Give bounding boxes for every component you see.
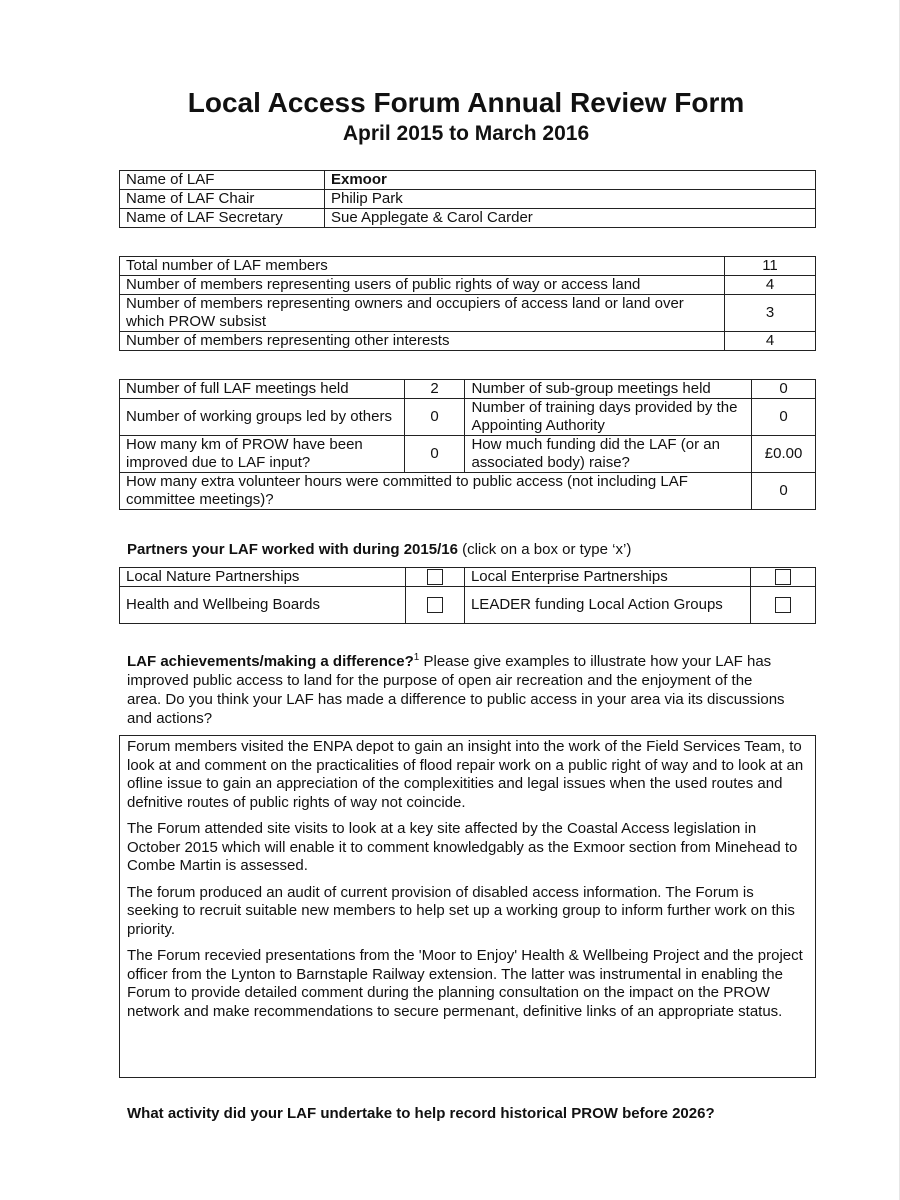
historical-prow-question: What activity did your LAF undertake to help record historical PROW before 2026? [127,1105,715,1122]
table-row [120,399,816,436]
table-row [120,587,816,624]
achievements-answer-box[interactable] [119,735,816,1078]
subgroup-meetings-label: Number of sub-group meetings held [465,380,752,399]
partner-label-lnp: Local Nature Partnerships [120,568,406,587]
achievements-instruction: Please give examples to illustrate how your LAF has improved public access to land for the purpose of open air recreation and the enjoyment of the area. Do you think your LAF has made a difference to public access in your area via its discussions and actions? [127,653,785,727]
table-row [120,436,816,473]
laf-details-table [119,170,816,228]
achievements-prompt [127,652,787,728]
checkbox-hwb[interactable] [427,597,443,613]
total-members-field[interactable]: 11 [725,257,816,276]
achievement-paragraph: The Forum recevied presentations from the 'Moor to Enjoy' Health & Wellbeing Project and the project officer from the Lynton to Barnstaple Railway extension. The latter was instrumental in enabling the Forum to provide detailed comment during the planning consultation on the impact on the PROW network and make recommendations to secure permenant, definitive links of an appropriate status. [127,947,803,1020]
table-row [120,276,816,295]
achievements-heading: LAF achievements/making a difference? [127,653,414,670]
funding-field[interactable]: £0.00 [752,436,816,473]
table-row [120,295,816,332]
table-row [120,473,816,510]
partners-heading-bold: Partners your LAF worked with during 2015/16 [127,541,458,558]
working-groups-label: Number of working groups led by others [120,399,405,436]
subgroup-meetings-field[interactable]: 0 [752,380,816,399]
partner-label-lep: Local Enterprise Partnerships [464,568,750,587]
checkbox-lnp[interactable] [427,569,443,585]
users-members-label: Number of members representing users of public rights of way or access land [120,276,725,295]
owners-members-field[interactable]: 3 [725,295,816,332]
prow-km-label: How many km of PROW have been improved due to LAF input? [120,436,405,473]
table-row [120,171,816,190]
page-subtitle: April 2015 to March 2016 [342,122,590,145]
activity-table [119,379,816,510]
working-groups-field[interactable]: 0 [404,399,465,436]
full-meetings-field[interactable]: 2 [404,380,465,399]
other-members-field[interactable]: 4 [725,332,816,351]
training-days-field[interactable]: 0 [752,399,816,436]
partner-checkbox-cell [750,568,815,587]
owners-members-label: Number of members representing owners and occupiers of access land or land over which PROW subsist [120,295,725,332]
partner-label-hwb: Health and Wellbeing Boards [120,587,406,624]
achievement-paragraph: Forum members visited the ENPA depot to gain an insight into the work of the Field Services Team, to look at and comment on the practicalities of flood repair work on a public right of way and to look at an ofline issue to gain an appreciation of the complexitities and legal issues when the used routes and defnitive routes of public rights of way not coincide. [127,738,804,811]
partners-heading [127,541,631,559]
page-title: Local Access Forum Annual Review Form [187,87,745,118]
achievement-paragraph: The forum produced an audit of current provision of disabled access information. The Forum is seeking to recruit suitable new members to help set up a working group to inform further work on this priority. [127,883,795,938]
laf-name-field[interactable]: Exmoor [325,171,816,190]
partner-label-leader: LEADER funding Local Action Groups [464,587,750,624]
partner-checkbox-cell [405,568,464,587]
full-meetings-label: Number of full LAF meetings held [120,380,405,399]
table-row [120,257,816,276]
table-row [120,190,816,209]
total-members-label: Total number of LAF members [120,257,725,276]
prow-km-field[interactable]: 0 [404,436,465,473]
table-row [120,209,816,228]
training-days-label: Number of training days provided by the Appointing Authority [465,399,752,436]
laf-chair-field[interactable]: Philip Park [325,190,816,209]
partner-checkbox-cell [750,587,815,624]
funding-label: How much funding did the LAF (or an associated body) raise? [465,436,752,473]
partners-table [119,567,816,624]
membership-table [119,256,816,351]
partners-heading-instruction: (click on a box or type ‘x’) [457,541,632,558]
table-row [120,380,816,399]
footnote-marker: 1 [413,652,420,663]
volunteer-hours-label: How many extra volunteer hours were committed to public access (not including LAF committee meetings)? [120,473,752,510]
table-row [120,568,816,587]
laf-secretary-field[interactable]: Sue Applegate & Carol Carder [325,209,816,228]
other-members-label: Number of members representing other interests [120,332,725,351]
laf-name-label: Name of LAF [120,171,325,190]
partner-checkbox-cell [405,587,464,624]
laf-secretary-label: Name of LAF Secretary [120,209,325,228]
volunteer-hours-field[interactable]: 0 [752,473,816,510]
table-row [120,332,816,351]
checkbox-leader[interactable] [775,597,791,613]
checkbox-lep[interactable] [775,569,791,585]
users-members-field[interactable]: 4 [725,276,816,295]
laf-chair-label: Name of LAF Chair [120,190,325,209]
achievement-paragraph: The Forum attended site visits to look at a key site affected by the Coastal Access legislation in October 2015 which will enable it to comment knowledgably as the Exmoor section from Minehead to Combe Martin is assessed. [127,820,798,874]
